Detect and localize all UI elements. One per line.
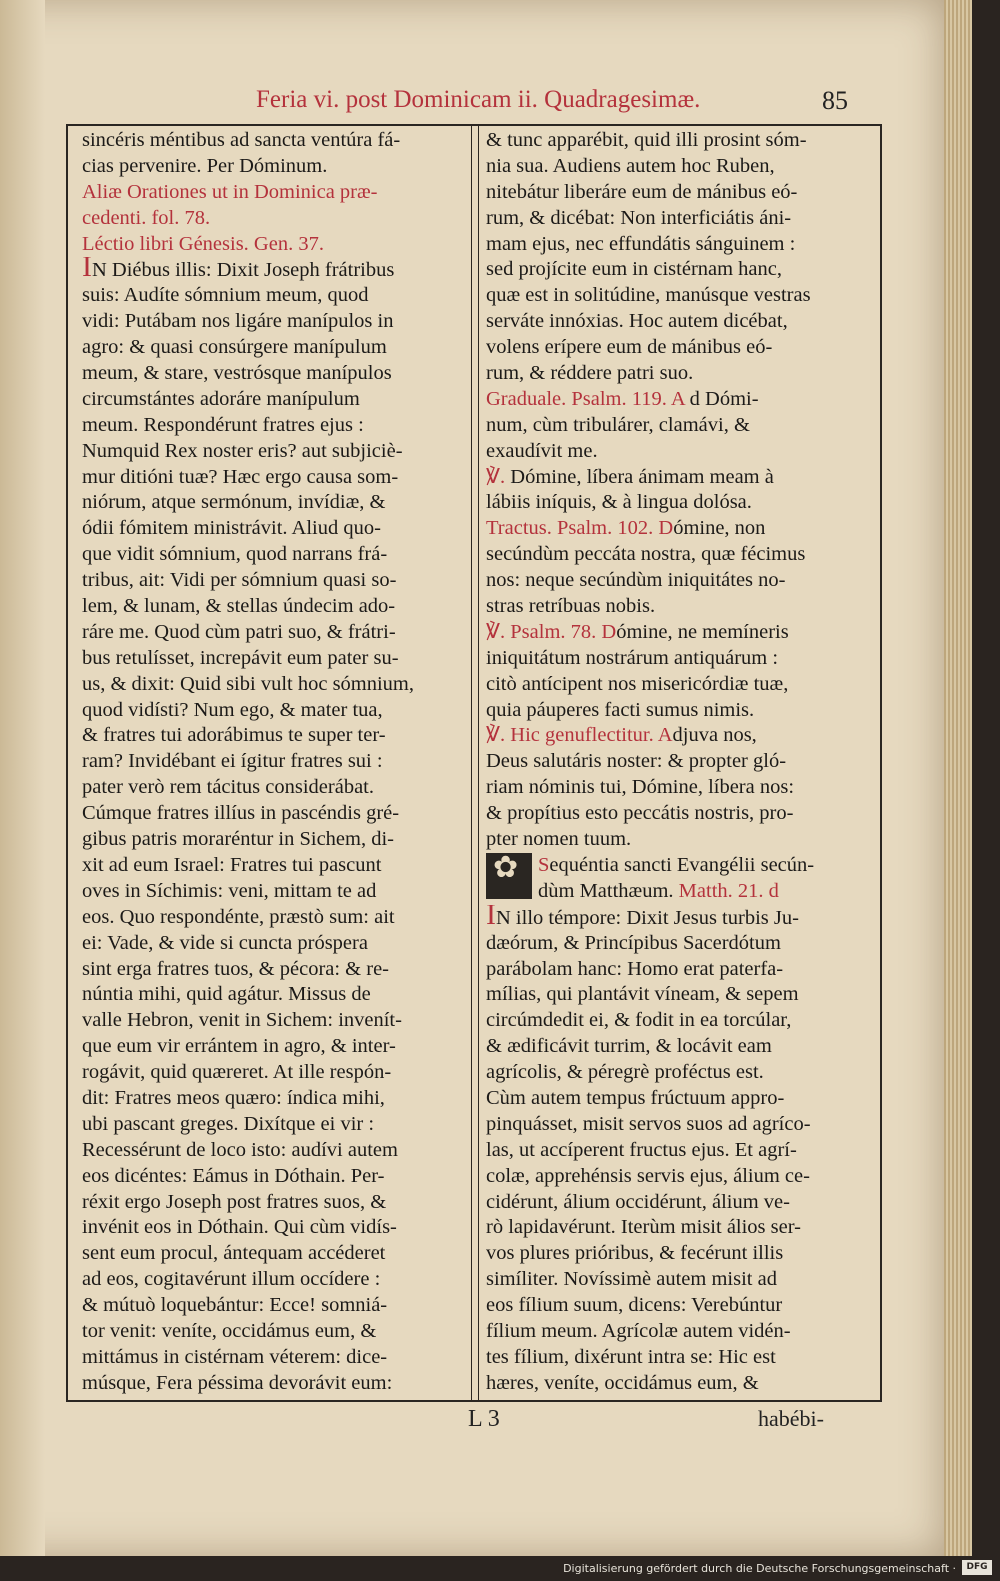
text-line: mittámus in cistérnam véterem: dice- [82,1345,388,1368]
text-line: ✿Sequéntia sancti Evangélii secún- [486,853,872,879]
digitization-bar [0,1556,1000,1581]
text-line: circúmdedit ei, & fodit in ea torcúlar, [486,1009,792,1032]
text-line: dæórum, & Princípibus Sacerdótum [486,931,781,954]
text-line: IN illo témpore: Dixit Jesus turbis Ju- [486,905,872,931]
text-line: Graduale. Psalm. 119. A d Dómi- [486,387,759,410]
text-line: riam nóminis tui, Dómine, líbera nos: [486,776,795,799]
text-line: agro: & quasi consúrgere manípulum [82,336,387,359]
text-line: eos fílium suum, dicens: Verebúntur [486,1294,783,1317]
text-line: ℣. Hic genuflectitur. Adjuva nos, [486,724,757,747]
text-line: Numquid Rex noster eris? aut subjiciè- [82,439,403,462]
page-number: 85 [822,86,848,115]
text-line: agrícolis, & péregrè proféctus est. [486,1061,764,1084]
text-line: tor venit: veníte, occidámus eum, & [82,1319,377,1342]
text-frame [66,124,882,1402]
text-line: nia sua. Audiens autem hoc Ruben, [486,154,775,177]
text-line: volens erípere eum de mánibus eó- [486,336,773,359]
text-line: colæ, apprehénsis servis ejus, álium ce- [486,1164,810,1187]
text-line: hæres, veníte, occidámus eum, & [486,1371,759,1394]
text-line: pinquásset, misit servos suos ad agríco- [486,1112,811,1135]
text-line: Aliæ Orationes ut in Dominica præ- [82,180,378,203]
text-line: ram? Invidébant ei ígitur fratres sui : [82,750,383,773]
text-line: dit: Fratres meos quæro: índica mihi, [82,1086,385,1109]
text-line: músque, Fera péssima devorávit eum: [82,1371,393,1394]
text-line: Recessérunt de loco isto: audívi autem [82,1138,398,1161]
text-line: & mútuò loquebántur: Ecce! somniá- [82,1294,388,1317]
text-line: Cùm autem tempus frúctuum appro- [486,1086,785,1109]
text-line: quæ est in solitúdine, manúsque vestras [486,284,811,307]
page-edge [944,0,972,1556]
text-line: nitebátur liberáre eum de mánibus eó- [486,180,798,203]
text-line: valle Hebron, venit in Sichem: invenít- [82,1009,402,1032]
page-gutter [0,0,45,1556]
text-line: IN Diébus illis: Dixit Joseph frátribus [82,257,466,283]
text-line: mur ditióni tuæ? Hæc ergo causa som- [82,465,399,488]
text-line: rò lapidavérunt. Iterùm misit álios ser- [486,1216,801,1239]
text-line: simíliter. Novíssimè autem misit ad [486,1268,777,1291]
column-divider [471,126,479,1400]
text-line: & fratres tui adorábimus te super ter- [82,724,386,747]
text-line: exaudívit me. [486,439,598,462]
text-line: meum, & stare, vestrósque manípulos [82,362,392,385]
text-line: rum, & réddere patri suo. [486,362,694,385]
text-line: mam ejus, nec effundátis sánguinem : [486,232,796,255]
text-line: quia páuperes facti sumus nimis. [486,698,755,721]
text-line: eos. Quo respondénte, præstò sum: ait [82,905,395,928]
text-line: rum, & dicébat: Non interficiátis áni- [486,206,792,229]
text-line: vidi: Putábam nos ligáre manípulos in [82,310,394,333]
drop-initial: I [82,257,92,284]
text-line: las, ut accíperent fructus ejus. Et agrí- [486,1138,797,1161]
text-line: circumstántes adoráre manípulum [82,387,360,410]
text-line: gibus patris moraréntur in Sichem, di- [82,828,394,851]
left-column [82,128,466,1397]
text-line: nos: neque secúndùm iniquitátes no- [486,569,786,592]
text-line: mílias, qui plantávit víneam, & sepem [486,983,799,1006]
text-line: citò antícipent nos misericórdiæ tuæ, [486,672,789,695]
text-line: iniquitátum nostrárum antiquárum : [486,646,779,669]
text-line: tribus, ait: Vidi per sómnium quasi so- [82,569,397,592]
text-line: meum. Respondérunt fratres ejus : [82,413,364,436]
text-line: serváte innóxias. Hoc autem dicébat, [486,310,788,333]
text-line: sincéris méntibus ad sancta ventúra fá- [82,129,401,151]
text-line: ad eos, cogitavérunt illum occídere : [82,1268,381,1291]
text-line: rogávit, quid quæreret. At ille respón- [82,1061,392,1084]
dfg-logo: DFG [962,1560,992,1575]
text-line: & ædificávit turrim, & locávit eam [486,1035,772,1058]
text-line: ℣. Dómine, líbera ánimam meam à [486,465,774,488]
text-line: quod vidísti? Num ego, & mater tua, [82,698,383,721]
text-line: ubi pascant greges. Dixítque ei vir : [82,1112,375,1135]
text-line: niórum, atque sermónum, invídiæ, & [82,491,386,514]
text-line: stras retríbuas nobis. [486,595,656,618]
text-line: Deus salutáris noster: & propter gló- [486,750,787,773]
text-line: sint erga fratres tuos, & pécora: & re- [82,957,390,980]
catchword: habébi- [758,1406,824,1431]
text-line: parábolam hanc: Homo erat paterfa- [486,957,784,980]
right-column [486,128,872,1397]
text-line: cidérunt, álium occidérunt, álium ve- [486,1190,790,1213]
text-line: sent eum procul, ántequam accéderet [82,1242,386,1265]
text-line: núntia mihi, quid agátur. Missus de [82,983,371,1006]
text-line: eos dicéntes: Eámus in Dóthain. Per- [82,1164,385,1187]
rosette-ornament-icon [486,853,532,899]
running-head: Feria vi. post Dominicam ii. Quadragesimæ. [256,86,701,113]
text-line: Léctio libri Génesis. Gen. 37. [82,232,324,255]
text-line: que eum vir errántem in agro, & inter- [82,1035,396,1058]
text-line: cedenti. fol. 78. [82,206,211,229]
text-line: Tractus. Psalm. 102. Dómine, non [486,517,766,540]
digitization-note: Digitalisierung gefördert durch die Deutsche Forschungsgemeinschaft · [563,1562,956,1575]
text-line: lábiis iníquis, & à lingua dolósa. [486,491,752,514]
text-line: ódii fómitem ministrávit. Aliud quo- [82,517,381,540]
text-line: dùm Matthæum. Matth. 21. d [538,879,779,902]
text-line: num, cùm tribulárer, clamávi, & [486,413,750,436]
text-line: tes fílium, dixérunt intra se: Hic est [486,1345,776,1368]
text-line: oves in Síchimis: veni, mittam te ad [82,879,377,902]
text-line: ei: Vade, & vide si cuncta próspera [82,931,368,954]
text-line: us, & dixit: Quid sibi vult hoc sómnium, [82,672,415,695]
signature-mark: L 3 [468,1406,500,1432]
text-line: vos plures prióribus, & fecérunt illis [486,1242,784,1265]
text-line: Cúmque fratres illíus in pascéndis gré- [82,802,400,825]
text-line: & tunc apparébit, quid illi prosint sóm- [486,129,807,151]
text-line: & propítius esto peccátis nostris, pro- [486,802,794,825]
drop-initial: I [486,904,496,931]
text-line: que vidit sómnium, quod narrans frá- [82,543,388,566]
text-line: fílium meum. Agrícolæ autem vidén- [486,1319,791,1342]
text-line: cias pervenire. Per Dóminum. [82,154,328,177]
text-line: pter nomen tuum. [486,828,632,851]
text-line: xit ad eum Israel: Fratres tui pascunt [82,853,382,876]
text-line: ℣. Psalm. 78. Dómine, ne memíneris [486,620,789,643]
text-line: bus retulísset, increpávit eum pater su- [82,646,399,669]
text-line: lem, & lunam, & stellas úndecim ado- [82,595,396,618]
text-line: ráre me. Quod cùm patri suo, & frátri- [82,620,396,643]
text-line: pater verò rem tácitus considerábat. [82,776,374,799]
text-line: invénit eos in Dóthain. Qui cùm vidís- [82,1216,397,1239]
text-line: sed projícite eum in cistérnam hanc, [486,258,783,281]
text-line: réxit ergo Joseph post fratres suos, & [82,1190,387,1213]
text-line: suis: Audíte sómnium meum, quod [82,284,369,307]
text-line: secúndùm peccáta nostra, quæ fécimus [486,543,806,566]
